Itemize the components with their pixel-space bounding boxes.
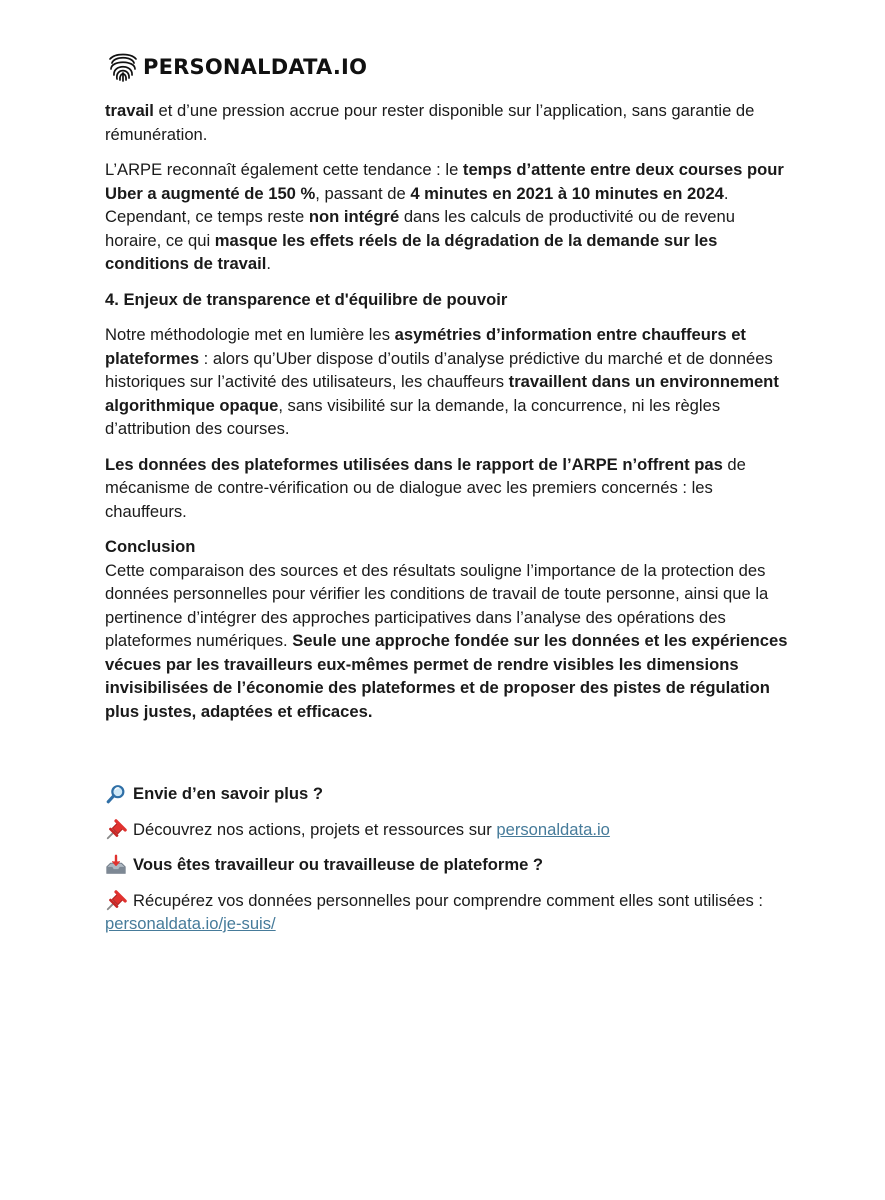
text: , passant de	[315, 183, 411, 203]
pushpin-icon	[105, 819, 127, 839]
bold-text: temps d’attente entre deux courses pour Uber a augmenté de 150 %	[105, 160, 784, 203]
inbox-tray-icon	[105, 854, 127, 874]
text: et d’une pression accrue pour rester disponible sur l’application, sans garantie de rémunération.	[105, 101, 755, 144]
fingerprint-icon	[107, 51, 139, 83]
bold-text: non intégré	[308, 207, 400, 226]
cta-worker-question	[105, 853, 795, 877]
article-body	[105, 99, 795, 948]
learn-more-text: Envie d’en savoir plus ?	[133, 784, 323, 803]
heading-text: Conclusion	[105, 537, 196, 556]
spacer	[105, 735, 795, 782]
paragraph-waiting-time	[105, 158, 795, 276]
magnifying-glass-icon	[105, 783, 127, 803]
personaldata-logo[interactable]	[107, 50, 367, 84]
paragraph-continuation	[105, 99, 795, 146]
text: dans les calculs de productivité ou de revenu horaire, ce qui	[105, 207, 735, 250]
bold-text: masque les effets réels de la dégradation de la demande sur les conditions de travail	[105, 230, 718, 273]
bold-text: Seule une approche fondée sur les données et les expériences vécues par les travailleurs eux-mêmes permet de rendre visibles les dimensions invisibilisées de l’économie des plateformes et de proposer des pistes de régulation plus justes, adaptées et efficaces.	[105, 631, 788, 721]
bold-text: Les données des plateformes utilisées dans le rapport de l’ARPE n’offrent pas	[105, 454, 723, 474]
section-heading-4	[105, 288, 795, 312]
text: Notre méthodologie met en lumière les	[105, 325, 395, 344]
je-suis-link[interactable]: personaldata.io/je-suis/	[105, 914, 276, 933]
recover-text: Récupérez vos données personnelles pour comprendre comment elles sont utilisées :	[133, 890, 763, 910]
bold-text: travail	[105, 101, 154, 120]
bold-text: travaillent dans un environnement algorithmique opaque	[105, 372, 779, 415]
text: L’ARPE reconnaît également cette tendance : le	[105, 160, 463, 179]
heading-text: 4. Enjeux de transparence et d'équilibre de pouvoir	[105, 289, 508, 309]
cta-recover	[105, 889, 795, 936]
cta-discover	[105, 818, 795, 842]
paragraph-platform-data	[105, 453, 795, 524]
bold-text: 4 minutes en 2021 à 10 minutes en 2024	[410, 183, 724, 203]
text: , sans visibilité sur la demande, la concurrence, ni les règles d’attribution des courses.	[105, 395, 721, 438]
conclusion-heading	[105, 535, 795, 559]
text: de mécanisme de contre-vérification ou de dialogue avec les premiers concernés : les chauffeurs.	[105, 454, 746, 521]
text: Cette comparaison des sources et des résultats souligne l’importance de la protection des données personnelles pour vérifier les conditions de travail de toute personne, ainsi que la pertinence d’intégrer des approches participatives dans l’analyse des opérations des plateformes numériques.	[105, 560, 769, 650]
logo-text: PERSONALDATA.IO	[143, 55, 368, 79]
personaldata-link[interactable]: personaldata.io	[496, 819, 610, 839]
bold-text: asymétries d’information entre chauffeurs et plateformes	[105, 325, 746, 368]
text: . Cependant, ce temps reste	[105, 183, 729, 226]
pushpin-icon	[105, 890, 127, 910]
cta-learn-more	[105, 782, 795, 806]
worker-question-text: Vous êtes travailleur ou travailleuse de plateforme ?	[133, 855, 544, 874]
text: : alors qu’Uber dispose d’outils d’analyse prédictive du marché et de données historiques sur l’activité des utilisateurs, les chauffeurs	[105, 348, 773, 391]
paragraph-conclusion	[105, 559, 795, 724]
paragraph-asymmetry	[105, 323, 795, 441]
discover-text: Découvrez nos actions, projets et ressources sur	[133, 819, 497, 839]
text: .	[266, 254, 271, 273]
